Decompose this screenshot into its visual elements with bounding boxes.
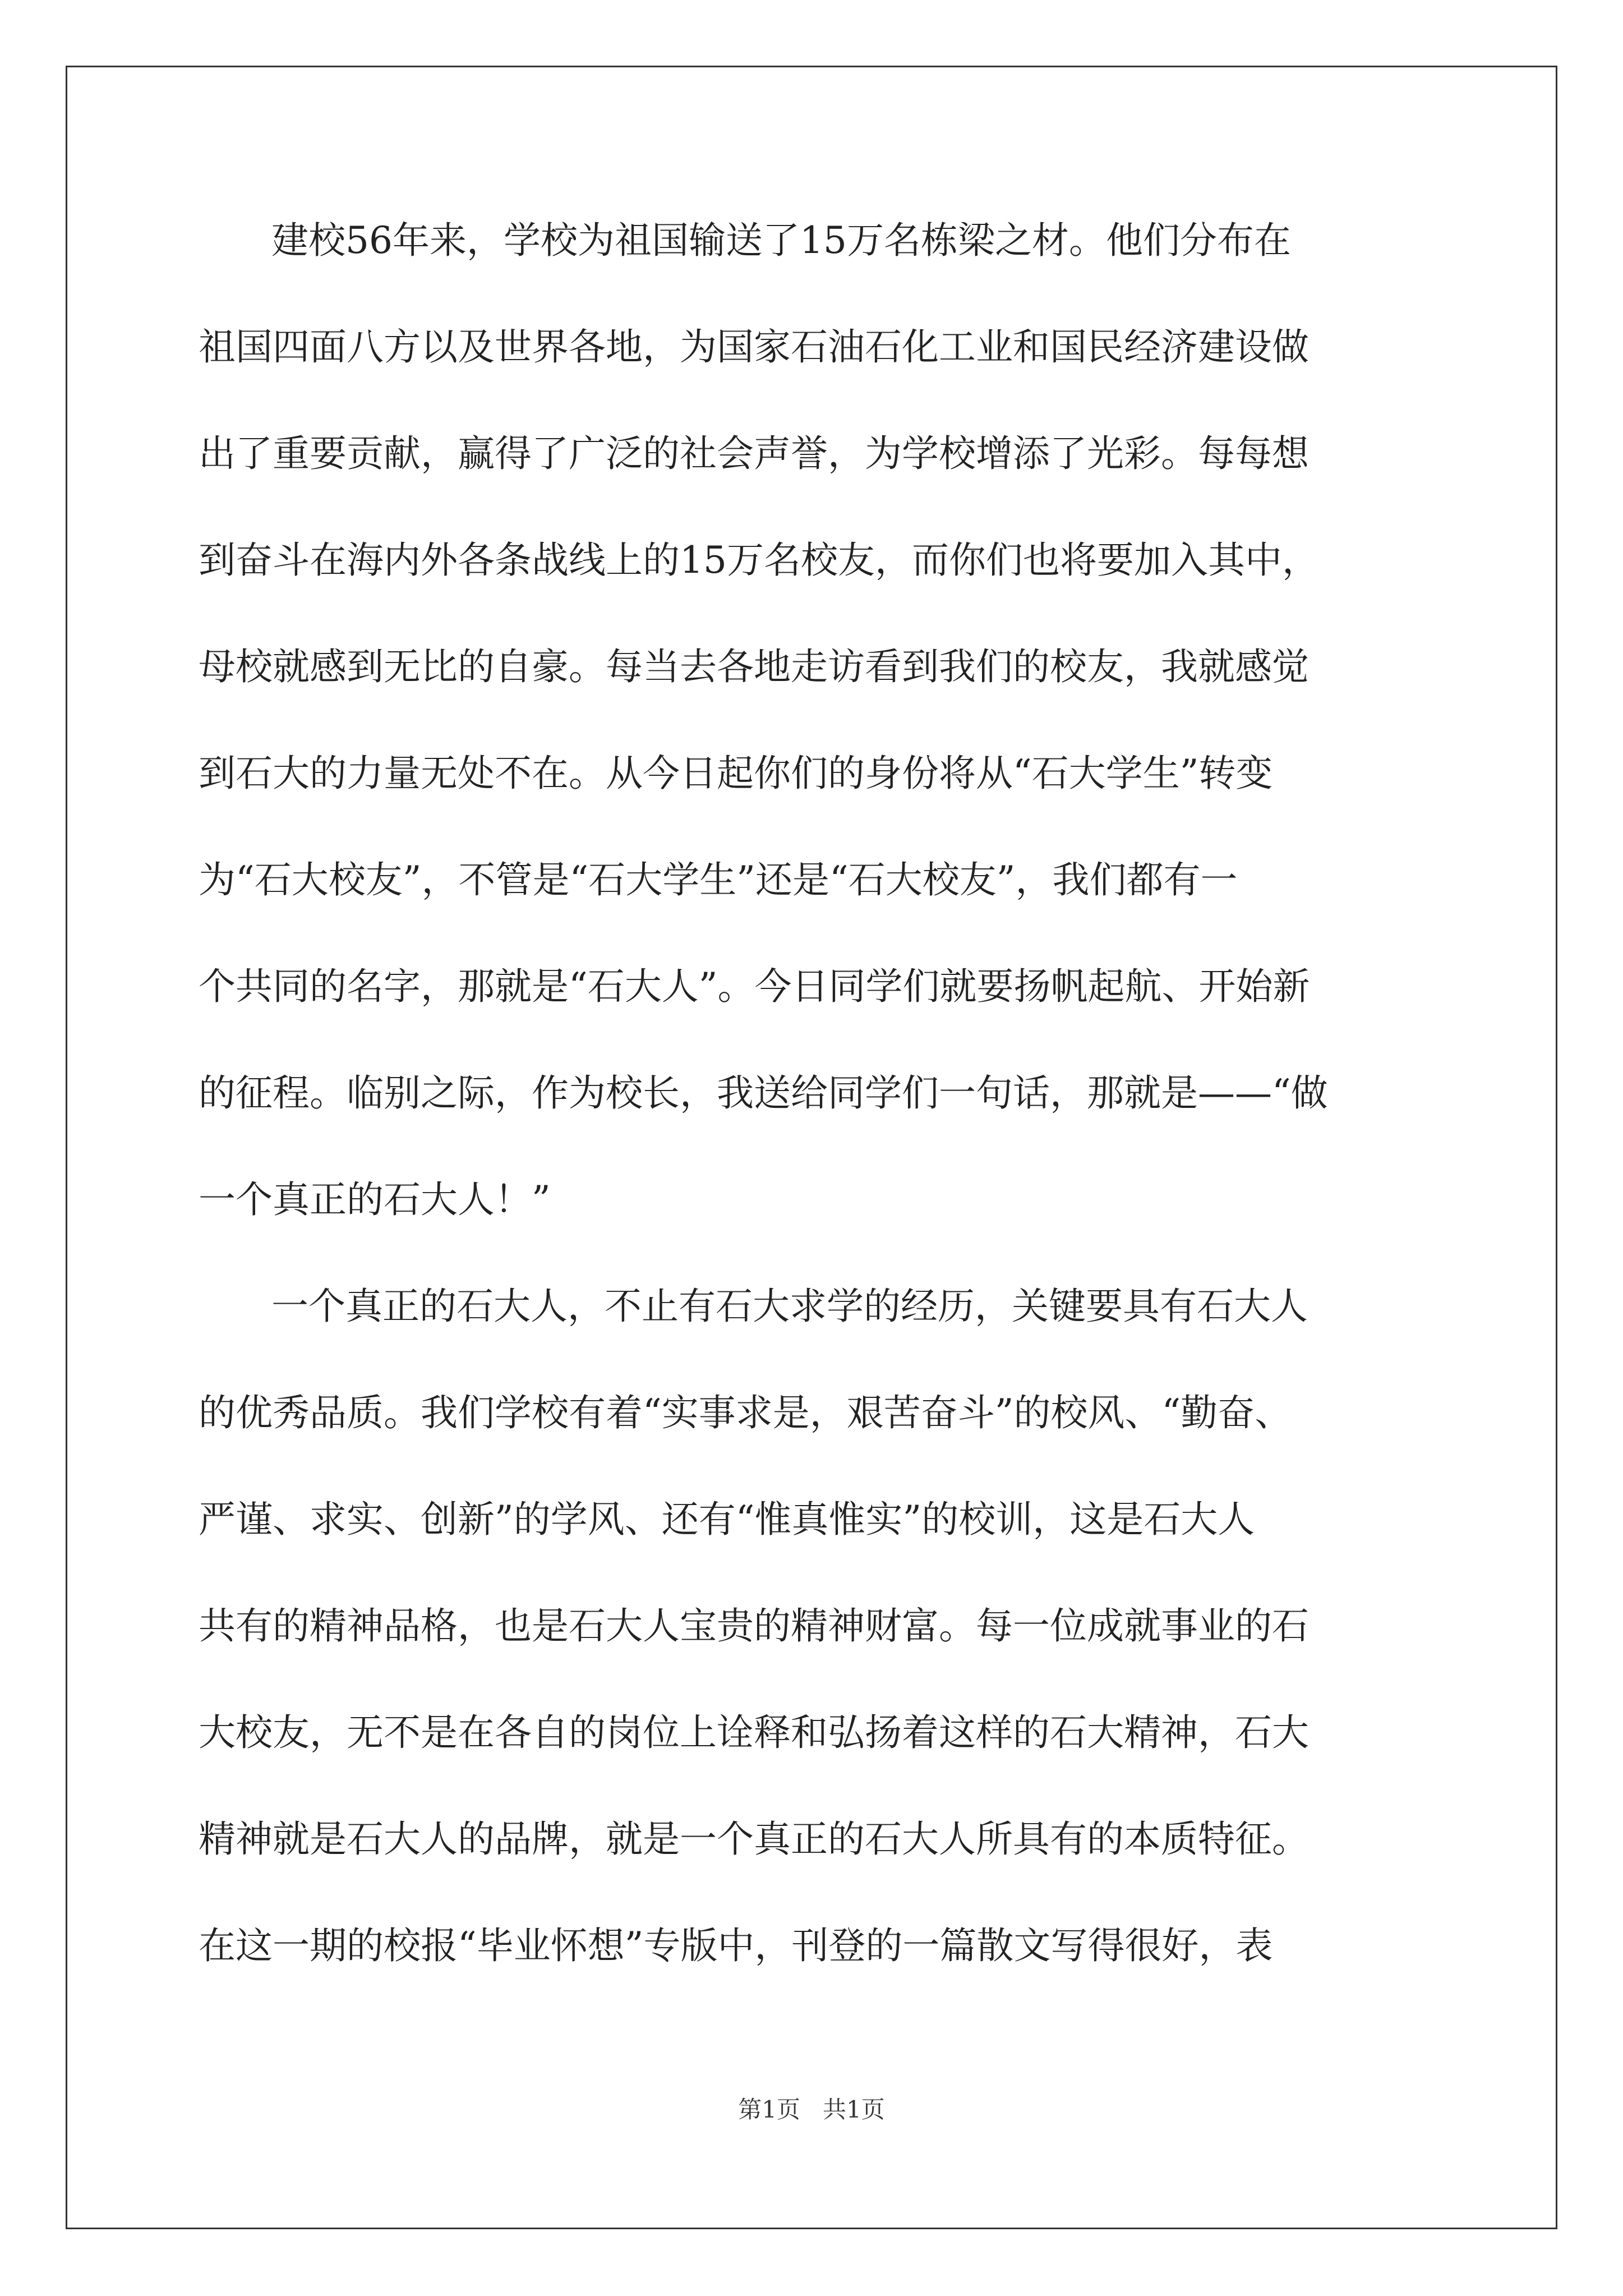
text-line: 一个真正的石大人！”: [199, 1178, 551, 1221]
text-line: 的征程。临别之际，作为校长，我送给同学们一句话，那就是——“做: [199, 1071, 1328, 1115]
text-line: 严谨、求实、创新”的学风、还有“惟真惟实”的校训，这是石大人: [199, 1498, 1255, 1541]
text-line: 一个真正的石大人，不止有石大求学的经历，关键要具有石大人: [271, 1285, 1308, 1328]
text-line: 到奋斗在海内外各条战线上的15万名校友，而你们也将要加入其中，: [199, 539, 1319, 582]
text-line: 在这一期的校报“毕业怀想”专版中，刊登的一篇散文写得很好，表: [199, 1924, 1273, 1967]
text-line: 的优秀品质。我们学校有着“实事求是，艰苦奋斗”的校风、“勤奋、: [199, 1391, 1292, 1434]
text-line: 出了重要贡献，赢得了广泛的社会声誉，为学校增添了光彩。每每想: [199, 432, 1309, 475]
text-line: 大校友，无不是在各自的岗位上诠释和弘扬着这样的石大精神，石大: [199, 1711, 1309, 1754]
text-line: 为“石大校友”，不管是“石大学生”还是“石大校友”，我们都有一: [199, 858, 1238, 901]
text-line: 到石大的力量无处不在。从今日起你们的身份将从“石大学生”转变: [199, 752, 1273, 795]
text-line: 母校就感到无比的自豪。每当去各地走访看到我们的校友，我就感觉: [199, 645, 1309, 688]
text-line: 共有的精神品格，也是石大人宝贵的精神财富。每一位成就事业的石: [199, 1604, 1309, 1648]
document-body: [199, 215, 1455, 2027]
text-line: 精神就是石大人的品牌，就是一个真正的石大人所具有的本质特征。: [199, 1818, 1309, 1861]
text-line: 祖国四面八方以及世界各地，为国家石油石化工业和国民经济建设做: [199, 325, 1309, 369]
page-footer: 第1页 共1页: [738, 2096, 885, 2123]
text-line: 建校56年来，学校为祖国输送了15万名栋梁之材。他们分布在: [271, 219, 1291, 262]
text-line: 个共同的名字，那就是“石大人”。今日同学们就要扬帆起航、开始新: [199, 965, 1310, 1008]
